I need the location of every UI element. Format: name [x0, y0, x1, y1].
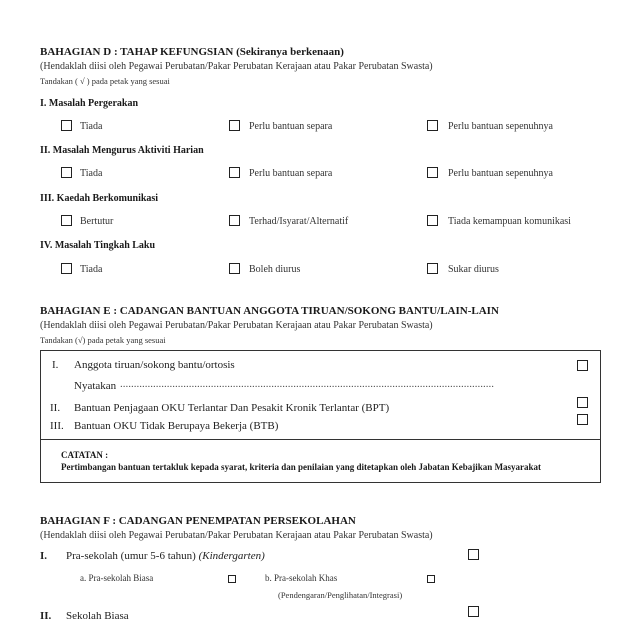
prosthesis-label: Anggota tiruan/sokong bantu/ortosis — [74, 359, 235, 371]
checkbox-comm-none[interactable] — [427, 215, 438, 226]
option-label: Tiada — [80, 264, 103, 275]
option-label: Perlu bantuan separa — [249, 121, 333, 132]
checkbox-comm-limited[interactable] — [229, 215, 240, 226]
question-daily-activity-title: II. Masalah Mengurus Aktiviti Harian — [40, 145, 204, 156]
checkbox-regular-school[interactable] — [468, 606, 479, 617]
checkbox-daily-partial[interactable] — [229, 167, 240, 178]
btb-label: Bantuan OKU Tidak Berupaya Bekerja (BTB) — [74, 420, 279, 432]
section-e-instruction: Tandakan (√) pada petak yang sesuai — [40, 335, 166, 345]
checkbox-comm-speak[interactable] — [61, 215, 72, 226]
section-d-note: (Hendaklah diisi oleh Pegawai Perubatan/Pakar Perubatan Kerajaan atau Pakar Perubatan Swasta) — [40, 61, 433, 72]
item-number: I. — [52, 359, 59, 371]
checkbox-bpt[interactable] — [577, 397, 588, 408]
preschool-label — [66, 550, 265, 562]
catatan-frame — [40, 439, 601, 483]
preschool-label-text: Pra-sekolah (umur 5-6 tahun) — [66, 550, 199, 562]
checkbox-prosthesis[interactable] — [577, 360, 588, 371]
checkbox-mobility-none[interactable] — [61, 120, 72, 131]
special-preschool-detail: (Pendengaran/Penglihatan/Integrasi) — [278, 590, 403, 600]
specify-field[interactable]: ........................................................................................................................................ — [120, 378, 494, 390]
checkbox-special-preschool[interactable] — [427, 575, 435, 583]
option-label: Tiada — [80, 168, 103, 179]
question-communication-title: III. Kaedah Berkomunikasi — [40, 193, 159, 204]
question-mobility-title: I. Masalah Pergerakan — [40, 98, 139, 109]
checkbox-btb[interactable] — [577, 414, 588, 425]
checkbox-regular-preschool[interactable] — [228, 575, 236, 583]
bpt-label: Bantuan Penjagaan OKU Terlantar Dan Pesakit Kronik Terlantar (BPT) — [74, 402, 390, 414]
item-number: I. — [40, 550, 48, 562]
checkbox-mobility-partial[interactable] — [229, 120, 240, 131]
option-label: Tiada — [80, 121, 103, 132]
checkbox-mobility-full[interactable] — [427, 120, 438, 131]
section-f-title: BAHAGIAN F : CADANGAN PENEMPATAN PERSEKOLAHAN — [40, 515, 356, 527]
catatan-text: Pertimbangan bantuan tertakluk kepada syarat, kriteria dan penilaian yang ditetapkan oleh Jabatan Kebajikan Masyarakat — [61, 462, 542, 472]
checkbox-behaviour-difficult[interactable] — [427, 263, 438, 274]
checkbox-daily-none[interactable] — [61, 167, 72, 178]
checkbox-daily-full[interactable] — [427, 167, 438, 178]
regular-school-label: Sekolah Biasa — [66, 610, 129, 622]
section-d-title: BAHAGIAN D : TAHAP KEFUNGSIAN (Sekiranya berkenaan) — [40, 46, 344, 58]
item-number: II. — [40, 610, 52, 622]
option-label: Sukar diurus — [448, 264, 499, 275]
preschool-label-italic: (Kindergarten) — [198, 550, 265, 562]
regular-preschool-label: a. Pra-sekolah Biasa — [80, 573, 154, 583]
option-label: Perlu bantuan sepenuhnya — [448, 168, 553, 179]
option-label: Tiada kemampuan komunikasi — [448, 216, 571, 227]
checkbox-preschool[interactable] — [468, 549, 479, 560]
checkbox-behaviour-manageable[interactable] — [229, 263, 240, 274]
section-f-note: (Hendaklah diisi oleh Pegawai Perubatan/Pakar Perubatan Kerajaan atau Pakar Perubatan Swasta) — [40, 530, 433, 541]
checkbox-behaviour-none[interactable] — [61, 263, 72, 274]
option-label: Boleh diurus — [249, 264, 301, 275]
section-e-title: BAHAGIAN E : CADANGAN BANTUAN ANGGOTA TIRUAN/SOKONG BANTU/LAIN-LAIN — [40, 305, 499, 317]
option-label: Bertutur — [80, 216, 114, 227]
option-label: Perlu bantuan separa — [249, 168, 333, 179]
option-label: Perlu bantuan sepenuhnya — [448, 121, 553, 132]
question-behaviour-title: IV. Masalah Tingkah Laku — [40, 240, 156, 251]
specify-label: Nyatakan — [74, 380, 117, 392]
section-e-note: (Hendaklah diisi oleh Pegawai Perubatan/Pakar Perubatan Kerajaan atau Pakar Perubatan Swasta) — [40, 320, 433, 331]
item-number: II. — [50, 402, 61, 414]
special-preschool-label: b. Pra-sekolah Khas — [265, 573, 338, 583]
catatan-title: CATATAN : — [61, 450, 109, 460]
option-label: Terhad/Isyarat/Alternatif — [249, 216, 349, 227]
item-number: III. — [50, 420, 64, 432]
section-d-instruction: Tandakan ( √ ) pada petak yang sesuai — [40, 76, 170, 86]
